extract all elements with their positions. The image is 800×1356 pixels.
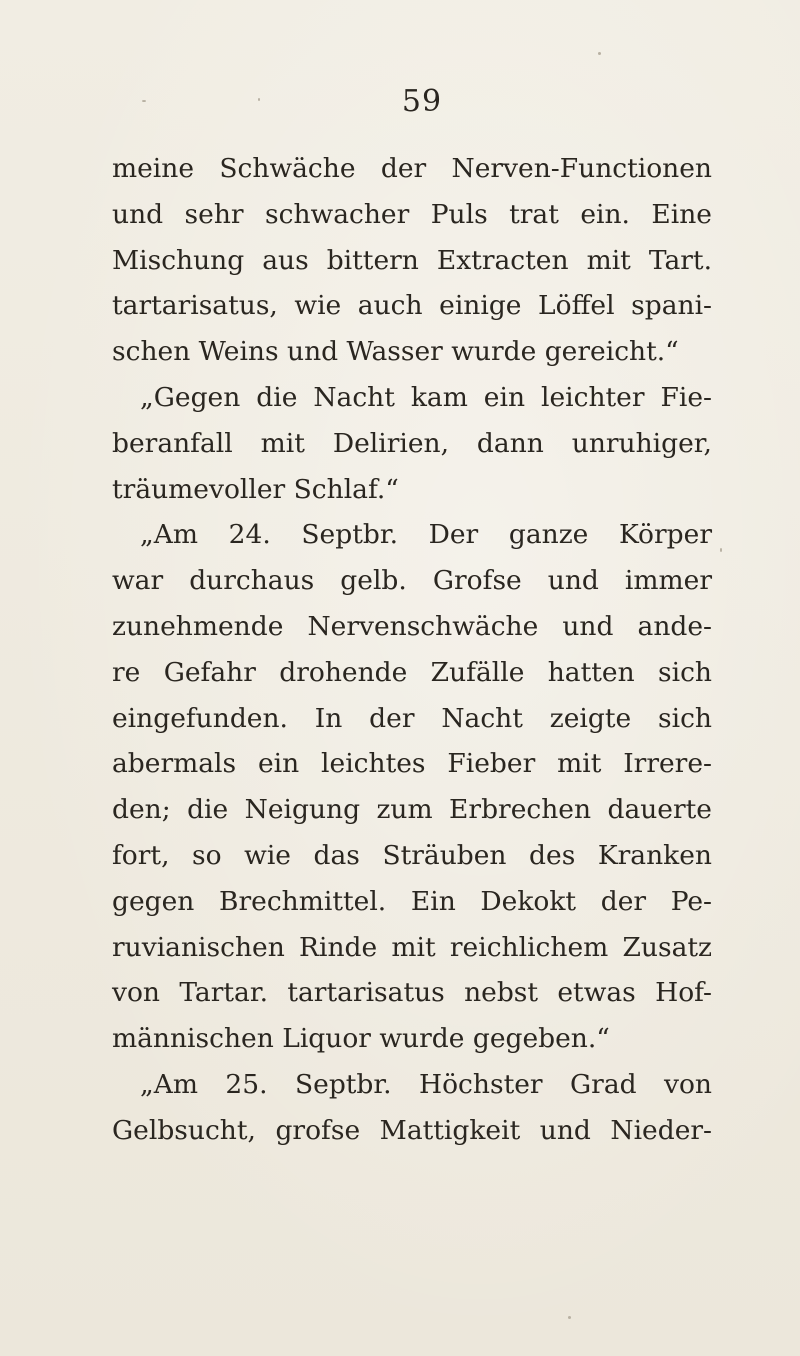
paper-speck [720, 548, 722, 552]
text-line: Mischung aus bittern Extracten mit Tart. [112, 244, 712, 276]
text-line: männischen Liquor wurde gegeben.“ [112, 1023, 610, 1055]
text-line: von Tartar. tartarisatus nebst etwas Hof- [112, 977, 712, 1009]
text-line: zunehmende Nervenschwäche und ande- [112, 610, 712, 642]
text-line: fort, so wie das Sträuben des Kranken [112, 839, 712, 871]
text-line: tartarisatus, wie auch einige Löffel spani- [112, 290, 712, 322]
text-line: abermals ein leichtes Fieber mit Irrere- [112, 748, 712, 780]
text-line: ruvianischen Rinde mit reichlichem Zusatz [112, 931, 712, 963]
text-line: war durchaus gelb. Grofse und immer [112, 565, 712, 597]
text-line: beranfall mit Delirien, dann unruhiger, [112, 427, 712, 459]
page-number: 59 [401, 84, 443, 119]
paper-speck [598, 52, 601, 55]
text-line: „Am 25. Septbr. Höchster Grad von [140, 1068, 712, 1100]
paper-speck [258, 98, 260, 101]
body-text [112, 146, 712, 1154]
text-line: meine Schwäche der Nerven-Functionen [112, 153, 712, 184]
text-line: träumevoller Schlaf.“ [112, 473, 399, 505]
text-line: und sehr schwacher Puls trat ein. Eine [112, 198, 712, 230]
text-line: „Gegen die Nacht kam ein leichter Fie- [140, 381, 712, 413]
text-line: schen Weins und Wasser wurde gereicht.“ [112, 336, 679, 368]
paper-speck [142, 100, 146, 102]
paper-speck [568, 1316, 571, 1319]
text-line: gegen Brechmittel. Ein Dekokt der Pe- [112, 885, 712, 917]
text-line: eingefunden. In der Nacht zeigte sich [112, 702, 712, 734]
text-line: den; die Neigung zum Erbrechen dauerte [112, 794, 712, 826]
text-line: „Am 24. Septbr. Der ganze Körper [140, 519, 712, 551]
text-line: re Gefahr drohende Zufälle hatten sich [112, 656, 712, 688]
text-line: Gelbsucht, grofse Mattigkeit und Nieder- [112, 1114, 712, 1146]
